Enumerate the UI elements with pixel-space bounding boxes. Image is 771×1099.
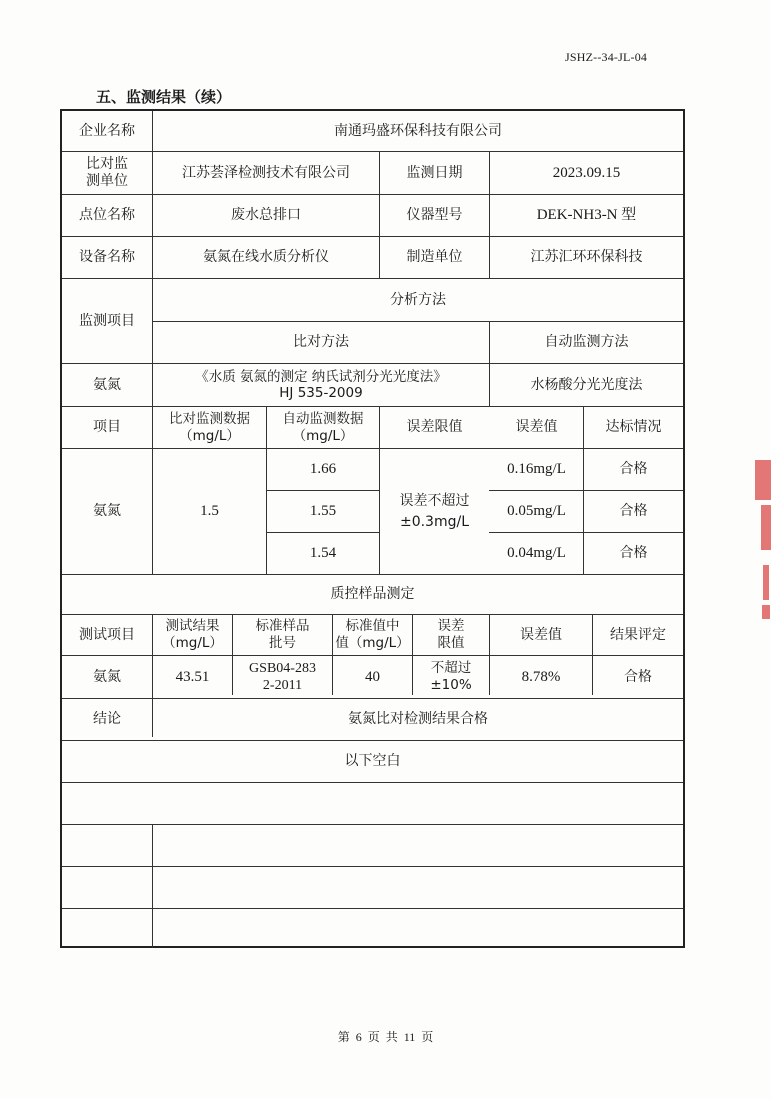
results-table — [60, 109, 685, 948]
qc-batch: GSB04-283 2-2011 — [249, 661, 316, 693]
seal-fragment-top — [755, 460, 771, 500]
seal-fragment-bottom — [762, 605, 770, 619]
document-code: JSHZ--34-JL-04 — [565, 50, 648, 64]
footer-total-pages: 11 — [403, 1030, 416, 1044]
page-footer — [0, 1028, 771, 1045]
compare-limit: 误差不超过 ±0.3mg/L — [399, 492, 470, 530]
compare-header-status: 达标情况 — [605, 419, 662, 435]
model-value: DEK-NH3-N 型 — [536, 207, 637, 223]
qc-header-batch: 标准样品 批号 — [255, 618, 310, 651]
monitor-item-label: 监测项目 — [79, 312, 135, 329]
compare-header-auto: 自动监测数据 （mg/L） — [282, 410, 364, 444]
footer-part-4: 页 — [421, 1030, 434, 1044]
compare-header-limit: 误差限值 — [406, 419, 463, 435]
blank-note: 以下空白 — [344, 753, 401, 769]
compare-item: 氨氮 — [93, 503, 121, 519]
compare-status-2: 合格 — [619, 503, 648, 519]
qc-header-result: 测试结果 （mg/L） — [162, 618, 223, 651]
compare-auto-value-2: 1.55 — [309, 503, 337, 519]
compare-header-error: 误差值 — [515, 419, 558, 435]
compare-status-1: 合格 — [619, 461, 648, 477]
qc-header-standard: 标准值中 值（mg/L） — [335, 618, 410, 651]
conclusion-label: 结论 — [93, 711, 121, 727]
qc-header-limit: 误差 限值 — [437, 618, 465, 651]
qc-header-item: 测试项目 — [79, 626, 135, 643]
auto-method-value: 水杨酸分光光度法 — [530, 376, 643, 393]
date-value: 2023.09.15 — [552, 164, 621, 181]
compare-unit-label: 比对监 测单位 — [86, 156, 128, 189]
compare-unit-value: 江苏荟泽检测技术有限公司 — [182, 164, 350, 181]
compare-header-manual: 比对监测数据 （mg/L） — [169, 410, 250, 444]
footer-page-number: 6 — [355, 1030, 362, 1044]
date-label: 监测日期 — [406, 164, 463, 181]
point-label: 点位名称 — [79, 207, 135, 223]
seal-fragment-middle — [761, 505, 771, 550]
compare-auto-value-1: 1.66 — [309, 461, 337, 477]
footer-part-2: 页 — [367, 1030, 380, 1044]
maker-label: 制造单位 — [406, 249, 463, 265]
footer-part-1: 第 — [337, 1030, 350, 1044]
analysis-method-label: 分析方法 — [390, 291, 446, 308]
auto-method-label: 自动监测方法 — [544, 334, 629, 350]
compare-status-3: 合格 — [619, 545, 648, 561]
footer-part-3: 共 — [385, 1030, 398, 1044]
seal-fragment-lower — [763, 565, 769, 600]
compare-error-3: 0.04mg/L — [507, 545, 566, 561]
qc-result: 43.51 — [175, 668, 210, 685]
compare-method-value: 《水质 氨氮的测定 纳氏试剂分光光度法》 HJ 535-2009 — [195, 369, 447, 401]
method-item-value: 氨氮 — [93, 376, 121, 393]
compare-header-item: 项目 — [93, 419, 121, 435]
qc-standard-value: 40 — [365, 668, 380, 685]
compare-error-1: 0.16mg/L — [507, 461, 566, 477]
company-label: 企业名称 — [79, 122, 135, 139]
qc-error: 8.78% — [521, 668, 561, 685]
point-value: 废水总排口 — [231, 207, 301, 223]
qc-header-error: 误差值 — [520, 626, 562, 643]
model-label: 仪器型号 — [406, 207, 463, 223]
section-title: 五、监测结果（续） — [96, 88, 232, 106]
compare-manual-value: 1.5 — [200, 503, 219, 519]
device-label: 设备名称 — [79, 249, 135, 265]
compare-error-2: 0.05mg/L — [507, 503, 566, 519]
compare-auto-value-3: 1.54 — [309, 545, 337, 561]
maker-value: 江苏汇环环保科技 — [530, 249, 643, 265]
qc-item: 氨氮 — [93, 668, 121, 685]
qc-title: 质控样品测定 — [330, 586, 415, 602]
qc-limit: 不超过 ±10% — [430, 660, 472, 693]
qc-evaluation: 合格 — [624, 668, 652, 685]
compare-method-label: 比对方法 — [293, 334, 349, 350]
device-value: 氨氮在线水质分析仪 — [203, 249, 329, 265]
qc-header-evaluation: 结果评定 — [610, 626, 666, 643]
conclusion-value: 氨氮比对检测结果合格 — [348, 711, 488, 727]
company-value: 南通玛盛环保科技有限公司 — [334, 122, 502, 139]
